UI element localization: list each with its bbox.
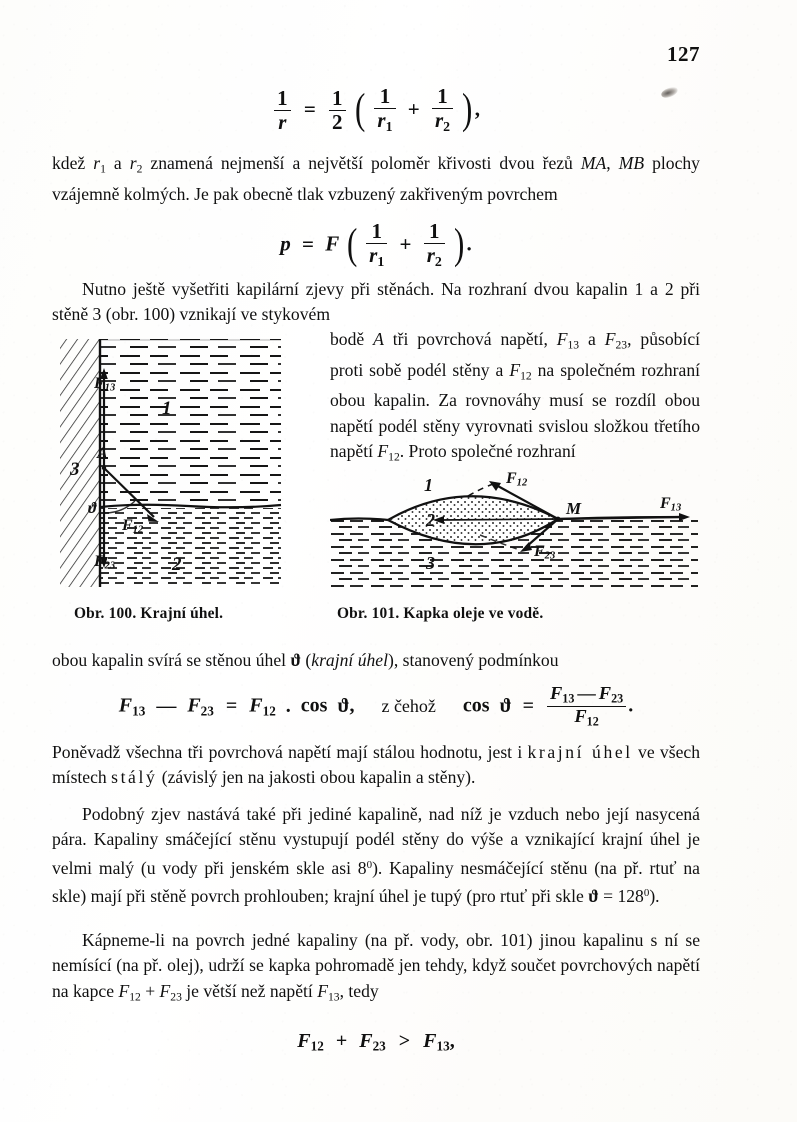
subscript: 1 (377, 253, 385, 269)
f23-subscript: 23 (200, 703, 214, 719)
figure-101-label-air: 1 (424, 475, 433, 495)
f23-subscript: 23 (544, 550, 556, 562)
page-number: 127 (667, 42, 700, 66)
equals-sign: = (225, 694, 238, 717)
figure-100-label-wall: 3 (70, 459, 80, 480)
f23-subscript: 23 (372, 1038, 386, 1054)
fraction-one-over-r2 (424, 220, 445, 269)
trailing-period: . (628, 694, 634, 717)
minus-sign: — (156, 694, 177, 717)
paragraph-contact-angle: obou kapalin svírá se stěnou úhel ϑ (krajní úhel), stanovený podmínkou (52, 650, 559, 670)
subscript: 2 (434, 253, 442, 269)
equation-pressure (52, 221, 700, 270)
theta-symbol-2: ϑ (499, 694, 512, 717)
f13-base: F (549, 683, 563, 703)
numerator: 1 (379, 84, 391, 108)
figure-101-label-water: 3 (426, 553, 435, 573)
cosine-operator-2: cos (462, 694, 490, 717)
f23-subscript: 23 (611, 691, 624, 706)
numerator: 1 (332, 85, 343, 110)
denominator (547, 706, 626, 728)
plus-sign: + (399, 231, 412, 256)
minus-sign: — (577, 683, 596, 703)
denominator (374, 108, 395, 134)
equals-sign: = (303, 96, 316, 121)
f23-base: F (94, 553, 105, 570)
figure-100-label-f13 (94, 375, 115, 394)
plus-sign: + (335, 1030, 348, 1052)
paragraph-radii-definition: kdež $r_1$ a $r_2$ znamená nejmenší a největší poloměr křivosti dvou řezů MA, MB plochy vzájemně kolmých. Je pak obecně tlak vzbuzený zakřiveným povrchem (52, 153, 700, 204)
figure-101-label-f12 (506, 470, 527, 489)
theta-symbol: ϑ (337, 694, 350, 717)
f12-base: F (506, 470, 517, 487)
radius-symbol: r (434, 108, 444, 133)
fraction-one-over-r2 (432, 85, 453, 134)
f12-base: F (574, 706, 587, 727)
f12-base: F (297, 1030, 311, 1052)
denominator (424, 243, 445, 269)
radius-symbol: r (377, 108, 386, 133)
f23-base: F (187, 694, 201, 717)
multiplication-dot: . (285, 694, 291, 717)
f13-subscript: 13 (132, 703, 146, 719)
tension-symbol: F (325, 231, 340, 256)
figure-100-label-theta: ϑ (88, 500, 97, 517)
figure-100-drawing (58, 335, 283, 590)
denominator: r (274, 110, 291, 133)
numerator: 1 (437, 84, 448, 108)
cosine-operator: cos (300, 694, 328, 717)
equation-curvature-mean (52, 86, 700, 135)
numerator: 1 (429, 219, 440, 243)
figure-101-label-drop: 2 (426, 510, 435, 530)
numerator: 1 (277, 85, 288, 110)
f13-subscript: 13 (670, 502, 682, 514)
figure-100-label-liquid-1: 1 (162, 398, 172, 419)
f23-base: F (598, 683, 612, 703)
fraction-one-over-r (274, 87, 291, 133)
f23-base: F (359, 1030, 373, 1052)
paragraph-capillary-lead: Nutno ještě vyšetřiti kapilární zjevy při stěnách. Na rozhraní dvou kapalin 1 a 2 při stěně 3 (obr. 100) vznikají ve stykovém (52, 279, 700, 325)
right-paren: ) (462, 86, 473, 134)
figure-100-label-f12 (122, 517, 143, 536)
page-content (52, 0, 700, 1122)
f13-subscript: 13 (562, 691, 575, 706)
figure-101-label-f23 (534, 543, 555, 562)
paragraph-capillary-wrap: bodě A tři povrchová napětí, $F_{13}$ a $F_{23}$, působící proti sobě podél stěny a $F_{12}$ na společném rozhraní obou kapalin. Za rovnováhy musí se rozdíl obou napětí podél stěny vyrovnati svislou složkou třetího napětí $F_{12}$. Proto společné rozhraní (330, 329, 701, 464)
figure-100-label-liquid-2: 2 (172, 554, 182, 575)
denominator (432, 108, 453, 134)
fraction-one-half (329, 87, 346, 133)
radius-symbol: r (426, 243, 435, 268)
numerator (547, 684, 626, 705)
f12-subscript: 12 (516, 477, 528, 489)
paragraph-oil-drop: Kápneme-li na povrch jedné kapaliny (na př. vody, obr. 101) jinou kapalinu s ní se nemísící (na př. olej), udrží se kapka pohromadě jen tehdy, když součet povrchových napětí na kapce $F_{12} + F_{23}$ je větší než napětí $F_{13}$, tedy (52, 930, 700, 1004)
greater-than-sign: > (398, 1030, 411, 1052)
figure-101-label-point-m: M (566, 499, 582, 518)
equation-connector: z čehož (381, 695, 436, 716)
figure-101-caption: Obr. 101. Kapka oleje ve vodě. (337, 605, 544, 622)
pressure-symbol: p (280, 231, 291, 256)
figure-100-label-point-a: A (97, 445, 108, 462)
left-paren: ( (354, 86, 366, 134)
left-paren: ( (346, 221, 357, 269)
f23-base: F (534, 543, 545, 560)
figure-101-label-f13 (660, 495, 681, 514)
f12-subscript: 12 (132, 524, 144, 536)
f13-subscript: 13 (104, 382, 116, 394)
equals-sign: = (302, 231, 315, 256)
radius-symbol: r (369, 243, 378, 268)
f13-subscript: 13 (436, 1038, 450, 1054)
denominator (366, 243, 387, 269)
trailing-comma: , (449, 1030, 455, 1052)
comma: , (349, 694, 355, 717)
figure-101 (330, 465, 698, 590)
f13-base: F (118, 694, 133, 717)
subscript: 1 (385, 118, 393, 134)
plus-sign: + (407, 96, 420, 121)
f12-base: F (122, 517, 133, 534)
denominator: 2 (329, 110, 346, 133)
figure-100-label-f23 (94, 553, 115, 572)
f13-base: F (660, 495, 671, 512)
f12-subscript: 12 (586, 714, 599, 729)
fraction-cos-theta (547, 684, 626, 728)
right-paren: ) (454, 221, 465, 269)
f13-base: F (94, 375, 105, 392)
trailing-comma: , (474, 96, 480, 121)
fraction-one-over-r1 (366, 220, 387, 269)
trailing-period: . (466, 231, 472, 256)
figure-100 (58, 335, 283, 590)
equation-contact-angle-condition (52, 685, 700, 729)
equals-sign-2: = (522, 694, 534, 717)
f12-subscript: 12 (262, 703, 276, 719)
paragraph-single-liquid: Podobný zjev nastává také při jediné kapalině, nad níž je vzduch nebo její nasycená pára. Kapaliny smáčející stěnu vystupují podél stěny do výše a vznikající krajní úhel je velmi malý (u vody při jenském skle asi $8^0$). Kapaliny nesmáčející stěnu (na př. rtuť na skle) mají při stěně povrch prohlouben; krajní úhel je tupý (pro rtuť při skle $ϑ = 128^0$). (52, 804, 700, 907)
subscript: 2 (443, 118, 451, 134)
figure-100-caption: Obr. 100. Krajní úhel. (74, 605, 224, 622)
f12-base: F (249, 694, 263, 717)
equation-drop-condition (52, 1030, 700, 1055)
fraction-one-over-r1 (374, 85, 395, 134)
paragraph-constant-angle: Poněvadž všechna tři povrchová napětí mají stálou hodnotu, jest i krajní úhel ve všech místech stálý (závislý jen na jakosti obou kapalin a stěny). (52, 742, 700, 788)
f12-subscript: 12 (310, 1038, 324, 1054)
numerator: 1 (371, 219, 382, 243)
f13-base: F (423, 1030, 437, 1052)
f23-subscript: 23 (104, 560, 116, 572)
